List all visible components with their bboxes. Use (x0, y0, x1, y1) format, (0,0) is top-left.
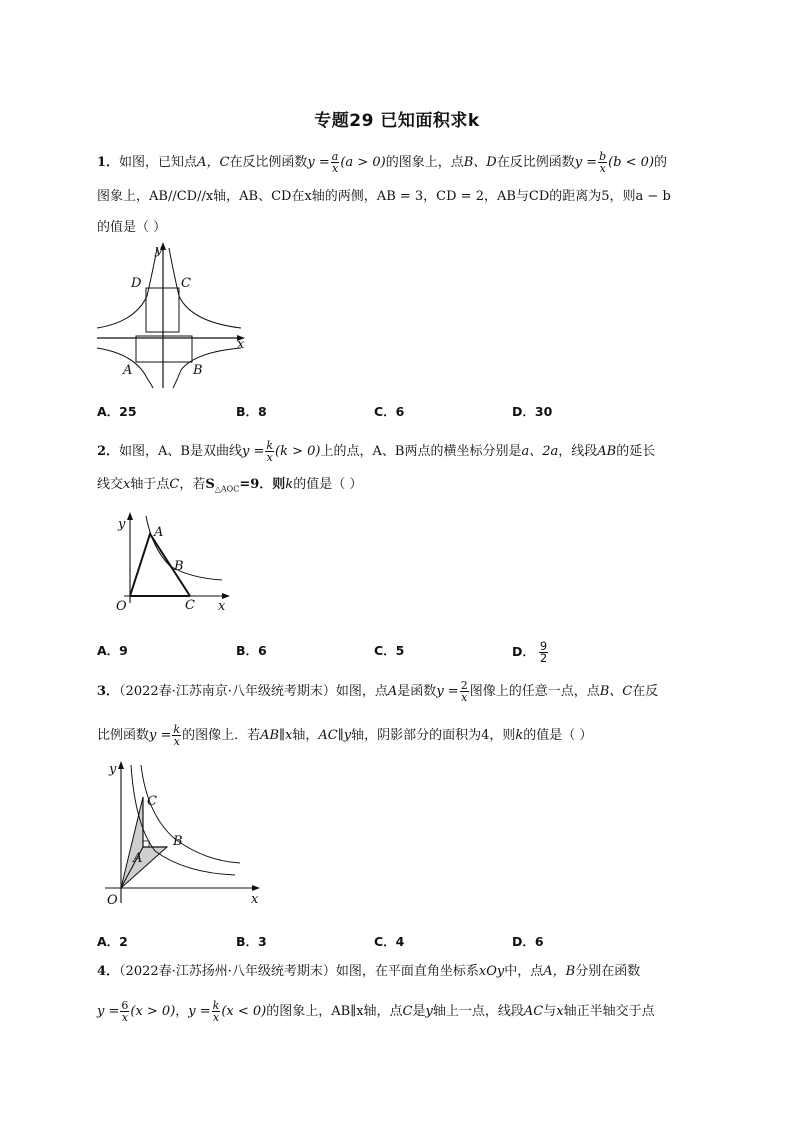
q1-curve-b-lower (173, 348, 241, 388)
q1-text: 在反比例函数 (496, 155, 575, 170)
q3-label-x: x (251, 892, 259, 907)
q3-figure (95, 755, 270, 910)
q1-text: 的图象上，点 (385, 155, 464, 170)
q2-number: 2． (97, 444, 120, 459)
q3-fraction-k: $\frac{k}{x}$ (173, 723, 181, 748)
q2-line-1 (97, 440, 655, 463)
q1-option-c[interactable]: C．6 (374, 404, 405, 419)
q1-label-C: C (181, 276, 191, 291)
q1-formula: y = (574, 155, 598, 170)
q1-option-d[interactable]: D．30 (512, 404, 553, 419)
q1-label-x: x (237, 337, 245, 352)
q2-option-a[interactable]: A．9 (97, 643, 128, 658)
q1-fraction-b: $\frac{b}{x}$ (599, 150, 607, 175)
q2-fraction: $\frac{k}{x}$ (266, 439, 274, 464)
q2-values: a、2a (521, 444, 559, 459)
q2-option-b[interactable]: B．6 (236, 643, 267, 658)
q1-curve-a-upper (169, 248, 241, 328)
q3-line-2: 比例函数y = $\frac{k}{x}$ 的图像上．若AB∥x轴，AC∥y轴，阴影部分的面积为4，则k的值是（ ） (97, 723, 593, 748)
q1-condition: (b < 0) (608, 155, 655, 170)
q2-option-d-fraction: $\frac{9}{2}$ (539, 639, 548, 665)
q2-label-C: C (185, 598, 195, 613)
q1-text: 的 (654, 155, 668, 170)
q4-line-1: 4．（2022春·江苏扬州·八年级统考期末）如图，在平面直角坐标系xOy中，点A，B分别在函数 (97, 964, 641, 979)
q2-label-B: B (174, 559, 184, 574)
q2-segment: AB (597, 444, 617, 459)
q4-line-2: y = $\frac{6}{x}$ (x > 0)，y = $\frac{k}{x}$ (x < 0)的图象上，AB∥x轴，点C是y轴上一点，线段AC与x轴正半轴交于点 (97, 999, 655, 1024)
q3-label-O: O (107, 893, 118, 908)
q3-x-arrow (252, 885, 260, 891)
q2-label-A: A (154, 525, 164, 540)
q3-label-A: A (133, 851, 143, 866)
q3-fraction-2: $\frac{2}{x}$ (460, 679, 468, 704)
q1-label-A: A (123, 363, 133, 378)
q1-label-B: B (193, 363, 203, 378)
q1-condition: (a > 0) (340, 155, 386, 170)
q3-option-d[interactable]: D．6 (512, 934, 544, 949)
q3-y-arrow (118, 761, 124, 769)
q3-label-y: y (109, 762, 117, 777)
q1-rect-ab (136, 336, 192, 362)
q2-text: 的延长 (616, 444, 656, 459)
q1-formula: y = (307, 155, 330, 170)
q1-fraction-a: $\frac{a}{x}$ (331, 150, 339, 175)
q3-option-b[interactable]: B．3 (236, 934, 267, 949)
q2-condition: (k > 0) (275, 444, 321, 459)
q1-label-D: D (131, 276, 142, 291)
q1-line-1 (97, 151, 667, 174)
q2-line-2: 线交x轴于点C，若$S_{\triangle AOC}=9$．则k的值是（ ） (97, 477, 363, 494)
q4-fraction-k: $\frac{k}{x}$ (212, 999, 220, 1024)
q3-label-B: B (173, 834, 183, 849)
q1-points: B、D (463, 155, 497, 170)
q2-text: 如图，A、B是双曲线 (119, 444, 242, 459)
q4-fraction-6: $\frac{6}{x}$ (121, 999, 129, 1024)
q3-number: 3． (97, 684, 120, 699)
q3-option-c[interactable]: C．4 (374, 934, 405, 949)
q4-number: 4． (97, 964, 120, 979)
q1-text: 如图，已知点 (119, 155, 198, 170)
q2-formula: y = (242, 444, 265, 459)
q2-area-symbol: S (205, 477, 215, 492)
q2-text: 上的点，A、B两点的横坐标分别是 (320, 444, 522, 459)
q1-option-a[interactable]: A．25 (97, 404, 137, 419)
q1-figure (95, 240, 255, 390)
q2-text: ，线段 (558, 444, 598, 459)
q3-right-angle-mark (143, 841, 149, 847)
q2-label-y: y (118, 517, 126, 532)
q3-line-1: 3．（2022春·江苏南京·八年级统考期末）如图，点A是函数y = $\frac{2}{x}$ 图像上的任意一点，点B、C在反 (97, 679, 659, 704)
q2-option-d[interactable]: D． $\frac{9}{2}$ (512, 639, 548, 665)
q2-figure (110, 508, 240, 618)
page-title: 专题29 已知面积求k (314, 111, 480, 131)
q1-line-3: 的值是（ ） (97, 220, 167, 235)
q2-label-x: x (218, 599, 226, 614)
q1-label-y: y (155, 243, 163, 258)
q2-area-subscript: △AOC (214, 484, 240, 494)
q1-number: 1． (97, 155, 120, 170)
q1-line-2: 图象上，AB//CD//x轴，AB、CD在x轴的两侧，AB = 3，CD = 2，AB与CD的距离为5，则a − b (97, 189, 671, 204)
q2-option-c[interactable]: C．5 (374, 643, 405, 658)
q2-y-arrow (127, 512, 133, 520)
q1-option-b[interactable]: B．8 (236, 404, 267, 419)
q1-points: A，C (197, 155, 230, 170)
q2-label-O: O (116, 599, 127, 614)
q1-text: 在反比例函数 (229, 155, 308, 170)
q3-option-a[interactable]: A．2 (97, 934, 128, 949)
q3-label-C: C (147, 794, 157, 809)
